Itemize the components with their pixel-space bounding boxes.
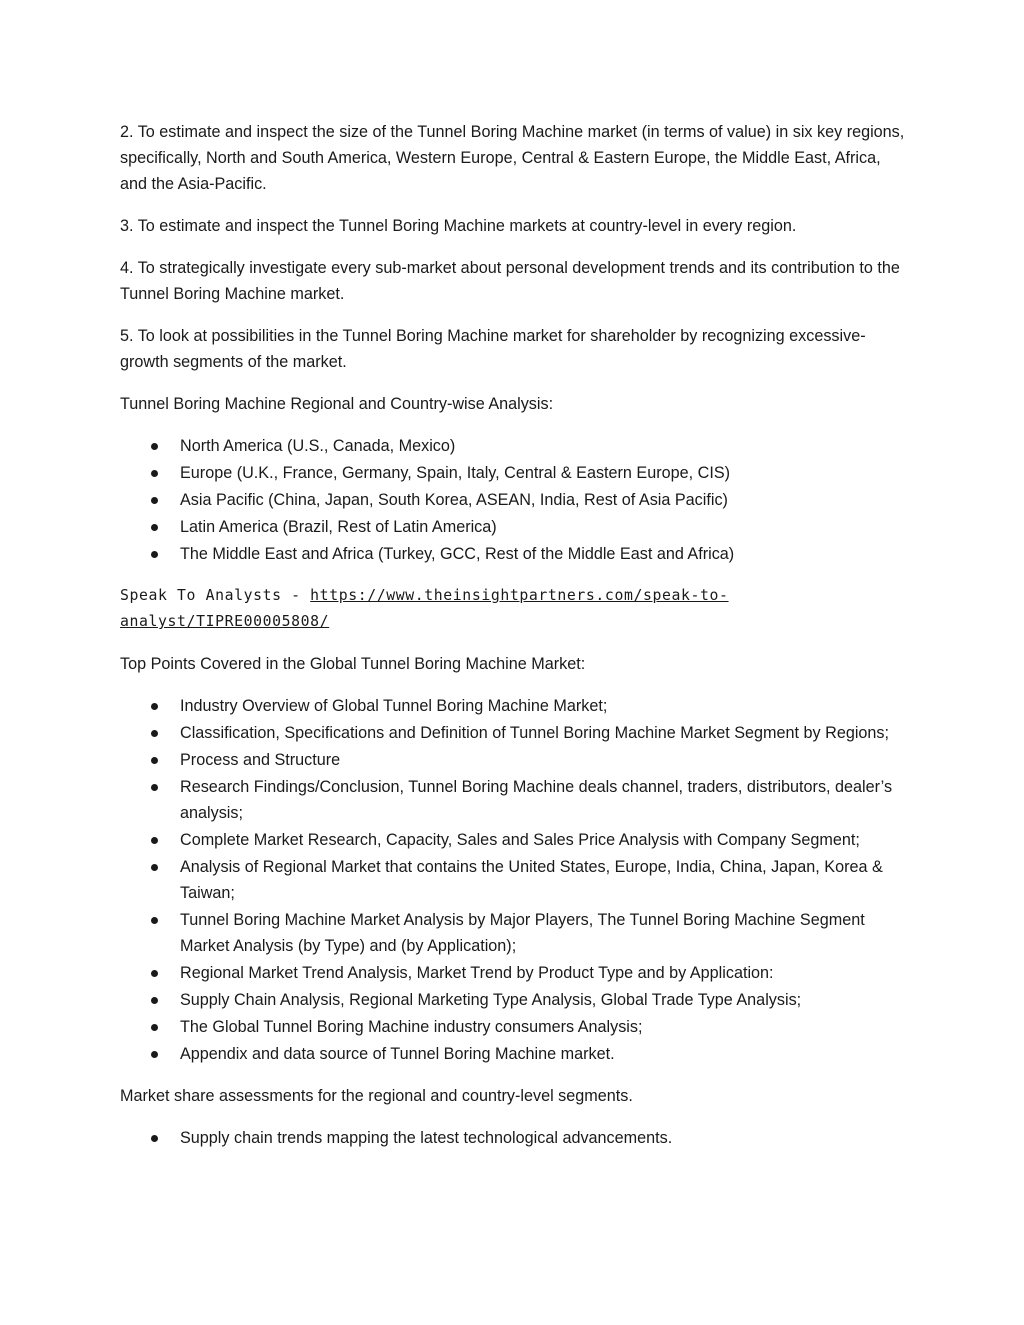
paragraph-objective-2: 2. To estimate and inspect the size of the Tunnel Boring Machine market (in terms of value) in six key regions, specifically, North and South America, Western Europe, Central & Eastern Europe, the Middle East, Africa, and the Asia-Pacific. bbox=[120, 123, 905, 193]
list-item-text: Asia Pacific (China, Japan, South Korea, ASEAN, India, Rest of Asia Pacific) bbox=[180, 491, 728, 509]
bullet-icon bbox=[151, 730, 158, 737]
bullet-icon bbox=[151, 524, 158, 531]
list-item-text: Analysis of Regional Market that contains the United States, Europe, India, China, Japan, Korea & Taiwan; bbox=[180, 858, 883, 902]
document-page bbox=[120, 119, 910, 1167]
paragraph-objective-4: 4. To strategically investigate every sub-market about personal development trends and its contribution to the Tunnel Boring Machine market. bbox=[120, 259, 900, 303]
bullet-icon bbox=[151, 497, 158, 504]
bullet-icon bbox=[151, 837, 158, 844]
list-item bbox=[120, 747, 910, 773]
market-share-paragraph: Market share assessments for the regional and country-level segments. bbox=[120, 1087, 633, 1105]
bullet-icon bbox=[151, 784, 158, 791]
list-item-text: Appendix and data source of Tunnel Boring Machine market. bbox=[180, 1045, 615, 1063]
list-item bbox=[120, 514, 910, 540]
speak-to-analysts bbox=[120, 583, 910, 635]
top-points-heading: Top Points Covered in the Global Tunnel Boring Machine Market: bbox=[120, 655, 586, 673]
list-item-text: Europe (U.K., France, Germany, Spain, Italy, Central & Eastern Europe, CIS) bbox=[180, 464, 731, 482]
list-item bbox=[120, 487, 910, 513]
list-item-text: Supply chain trends mapping the latest technological advancements. bbox=[180, 1129, 673, 1147]
bullet-icon bbox=[151, 1135, 158, 1142]
bullet-icon bbox=[151, 997, 158, 1004]
list-item bbox=[120, 693, 910, 719]
list-item bbox=[120, 987, 910, 1013]
bullet-icon bbox=[151, 970, 158, 977]
bullet-icon bbox=[151, 703, 158, 710]
bullet-icon bbox=[151, 470, 158, 477]
bullet-icon bbox=[151, 443, 158, 450]
list-item-text: Latin America (Brazil, Rest of Latin America) bbox=[180, 518, 497, 536]
list-item-text: Tunnel Boring Machine Market Analysis by Major Players, The Tunnel Boring Machine Segment Market Analysis (by Type) and (by Application); bbox=[180, 911, 865, 955]
list-item-text: Supply Chain Analysis, Regional Marketing Type Analysis, Global Trade Type Analysis; bbox=[180, 991, 802, 1009]
list-item-text: North America (U.S., Canada, Mexico) bbox=[180, 437, 456, 455]
list-item-text: Research Findings/Conclusion, Tunnel Boring Machine deals channel, traders, distributors, dealer’s analysis; bbox=[180, 778, 893, 822]
bullet-icon bbox=[151, 757, 158, 764]
list-item bbox=[120, 1014, 910, 1040]
paragraph-objective-3: 3. To estimate and inspect the Tunnel Boring Machine markets at country-level in every region. bbox=[120, 217, 797, 235]
list-item-text: Classification, Specifications and Definition of Tunnel Boring Machine Market Segment by Regions; bbox=[180, 724, 890, 742]
list-item-text: Regional Market Trend Analysis, Market Trend by Product Type and by Application: bbox=[180, 964, 774, 982]
list-item-text: Process and Structure bbox=[180, 751, 341, 769]
list-item bbox=[120, 774, 910, 826]
bullet-icon bbox=[151, 864, 158, 871]
bullet-icon bbox=[151, 1024, 158, 1031]
list-item-text: Complete Market Research, Capacity, Sales and Sales Price Analysis with Company Segment; bbox=[180, 831, 860, 849]
list-item bbox=[120, 541, 910, 567]
list-item bbox=[120, 1125, 910, 1151]
list-item bbox=[120, 720, 910, 746]
paragraph-objective-5: 5. To look at possibilities in the Tunnel Boring Machine market for shareholder by recognizing excessive-growth segments of the market. bbox=[120, 327, 866, 371]
speak-label: Speak To Analysts - bbox=[120, 587, 311, 604]
list-item-text: The Middle East and Africa (Turkey, GCC, Rest of the Middle East and Africa) bbox=[180, 545, 735, 563]
regions-list bbox=[120, 433, 910, 567]
list-item-text: Industry Overview of Global Tunnel Boring Machine Market; bbox=[180, 697, 608, 715]
list-item bbox=[120, 907, 910, 959]
bullet-icon bbox=[151, 551, 158, 558]
list-item bbox=[120, 433, 910, 459]
speak-to-analyst-link[interactable]: https://www.theinsightpartners.com/speak-to-analyst/TIPRE00005808/ bbox=[120, 587, 729, 630]
list-item bbox=[120, 1041, 910, 1067]
bullet-icon bbox=[151, 1051, 158, 1058]
list-item bbox=[120, 827, 910, 853]
list-item bbox=[120, 960, 910, 986]
list-item bbox=[120, 854, 910, 906]
list-item-text: The Global Tunnel Boring Machine industry consumers Analysis; bbox=[180, 1018, 643, 1036]
list-item bbox=[120, 460, 910, 486]
regional-analysis-heading: Tunnel Boring Machine Regional and Country-wise Analysis: bbox=[120, 395, 554, 413]
final-points-list bbox=[120, 1125, 910, 1151]
top-points-list bbox=[120, 693, 910, 1067]
bullet-icon bbox=[151, 917, 158, 924]
